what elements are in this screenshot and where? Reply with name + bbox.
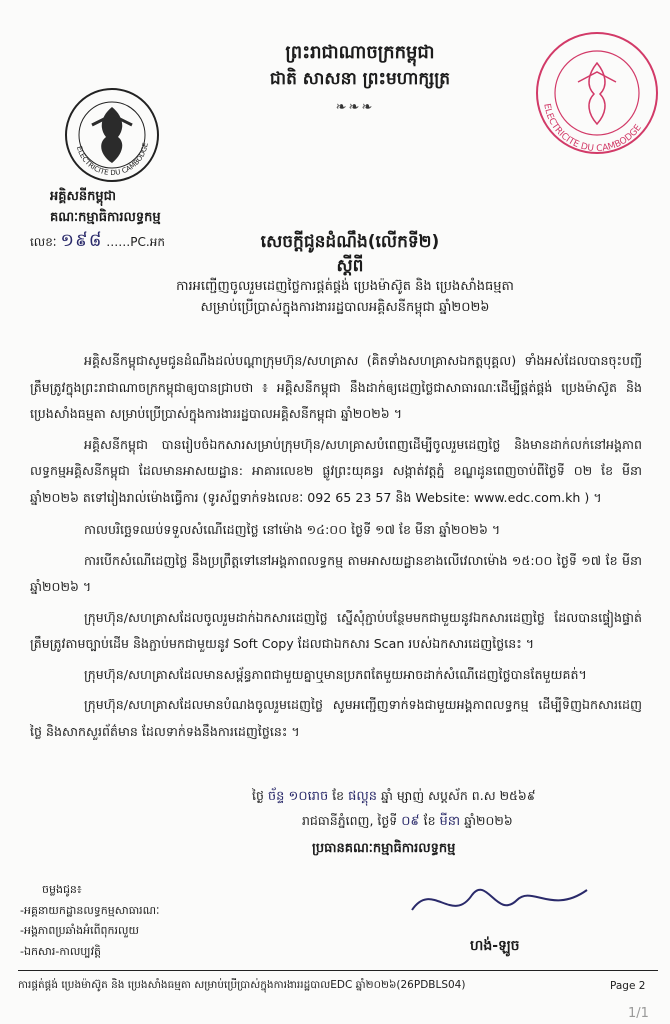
copy-to-item: -អង្គភាពប្រឆាំងអំពើពុករលួយ (20, 924, 139, 937)
lunar-prefix: ថ្ងៃ (252, 788, 264, 803)
kingdom-title: ព្រះរាជាណាចក្រកម្ពុជា (285, 42, 435, 63)
body-paragraph-4: ការបើកសំណើដេញថ្លៃ នឹងប្រព្រឹត្តទៅនៅអង្គភាពលទ្ធកម្ម តាមអាសយដ្ឋានខាងលើវេលាម៉ោង ១៥:០០ ថ្ងៃទី ១៧ ខែ មីនា ឆ្នាំ២០២៦ ។ (30, 552, 642, 594)
solar-prefix: រាជធានីភ្នំពេញ, ថ្ងៃទី (302, 813, 398, 828)
reference-handwritten-number: ១៩៨ (60, 230, 103, 251)
solar-month-label: ខែ (423, 813, 436, 828)
national-motto: ជាតិ សាសនា ព្រះមហាក្សត្រ (269, 69, 451, 89)
committee-name: គណៈកម្មាធិការលទ្ធកម្ម (50, 210, 161, 225)
solar-date (302, 813, 662, 832)
reference-suffix: ……PC.អក (106, 235, 165, 249)
footer-text: ការផ្គត់ផ្គង់ ប្រេងម៉ាស៊ូត និង ប្រេងសាំងធម្មតា សម្រាប់ប្រើប្រាស់ក្នុងការងាររដ្ឋបាលEDC ឆ្នាំ២០២៦(26PDBLS04) (18, 979, 466, 991)
lunar-suffix: ឆ្នាំ ម្សាញ់ សប្តស័ក ព.ស ២៥៦៩ (380, 788, 536, 803)
notice-title-line1: សេចក្ដីជូនដំណឹង(លើកទី២) (260, 232, 440, 252)
lunar-month-label: ខែ (332, 788, 345, 803)
copy-to-item: -ឯកសារ-កាលប្បវត្តិ (20, 944, 102, 958)
body-paragraph-7: ក្រុមហ៊ុន/សហគ្រាសដែលមានបំណងចូលរួមដេញថ្លៃ សូមអញ្ជើញទាក់ទងជាមួយអង្គភាពលទ្ធកម្ម ដើម្បីទិញឯកសារដេញថ្លៃ និងសាកសួរព័ត៌មាន ដែលទាក់ទងនឹងការដេញថ្លៃនេះ ។ (30, 697, 642, 739)
copy-to-item: -អគ្គនាយកដ្ឋានលទ្ធកម្មសាធារណៈ (20, 903, 160, 917)
footer-divider (18, 970, 658, 971)
lunar-month-handwritten: ផល្គុន (348, 789, 377, 804)
page-number: Page 2 (610, 980, 646, 992)
handwritten-signature (402, 870, 602, 930)
lunar-date (252, 788, 652, 807)
copy-to-list (20, 880, 240, 962)
subject-line2: សម្រាប់ប្រើប្រាស់ក្នុងការងាររដ្ឋបាលអគ្គិសនីកម្ពុជា ឆ្នាំ២០២៦ (200, 300, 490, 315)
logo-text: ELECTRICITE DU CAMBODGE (74, 142, 150, 178)
notice-subject (110, 276, 580, 318)
solar-day-handwritten: ០៩ (401, 814, 420, 829)
reference-prefix: លេខៈ (30, 235, 57, 249)
copy-to-heading: ចម្លងជូន៖ (42, 883, 82, 896)
edc-stamp (532, 28, 662, 158)
organization-name: អគ្គិសនីកម្ពុជា (50, 189, 117, 204)
signatory-name: ហង់-ឡូច (470, 938, 520, 954)
notice-title (140, 230, 560, 278)
body-paragraph-3: កាលបរិច្ឆេទឈប់ទទួលសំណើដេញថ្លៃ នៅម៉ោង ១៤:០០ ថ្ងៃទី ១៧ ខែ មីនា ឆ្នាំ២០២៦ ។ (84, 522, 501, 537)
kingdom-header (210, 40, 510, 92)
body-paragraph-1: អគ្គិសនីកម្ពុជាសូមជូនដំណឹងដល់បណ្ដាក្រុមហ៊ុន/សហគ្រាស (គិតទាំងសហគ្រាសឯកត្តបុគ្គល) ទាំងអស់ដែលបានចុះបញ្ជីត្រឹមត្រូវក្នុងព្រះរាជាណាចក្រកម្ពុជាឲ្យបានជ្រាបថា ៖ អគ្គិសនីកម្ពុជា នឹងដាក់ឲ្យដេញថ្លៃជាសាធារណៈដើម្បីផ្គត់ផ្គង់ ប្រេងម៉ាស៊ូត និង ប្រេងសាំងធម្មតា សម្រាប់ប្រើប្រាស់ក្នុងការងាររដ្ឋបាលអគ្គិសនីកម្ពុជា ឆ្នាំ២០២៦ ។ (30, 353, 642, 421)
signatory-role: ប្រធានគណៈកម្មាធិការលទ្ធកម្ម (312, 841, 456, 856)
svg-text:ELECTRICITE DU CAMBODGE (541, 103, 644, 154)
subject-line1: ការអញ្ជើញចូលរួមដេញថ្លៃការផ្គត់ផ្គង់ ប្រេងម៉ាស៊ូត និង ប្រេងសាំងធម្មតា (176, 279, 514, 294)
viewer-page-indicator: 1/1 (628, 1006, 649, 1021)
body-paragraph-5: ក្រុមហ៊ុន/សហគ្រាសដែលចូលរួមដាក់ឯកសារដេញថ្លៃ ស្នើសុំភ្ជាប់បន្ថែមមកជាមួយនូវឯកសារដេញថ្លៃ ដែលបានផ្ទៀងផ្ទាត់ត្រឹមត្រូវតាមច្បាប់ដើម និងភ្ជាប់មកជាមួយនូវ Soft Copy ដែលជាឯកសារ Scan របស់ឯកសារដេញថ្លៃនេះ ។ (30, 609, 642, 651)
organization-block (50, 186, 210, 228)
lunar-day-handwritten: ច័ន្ទ ១០រោច (267, 789, 329, 804)
solar-month-handwritten: មីនា (439, 814, 461, 829)
notice-title-line2: ស្ដីពី (336, 256, 364, 276)
body-paragraph-2: អគ្គិសនីកម្ពុជា បានរៀបចំឯកសារសម្រាប់ក្រុមហ៊ុន/សហគ្រាសបំពេញដើម្បីចូលរួមដេញថ្លៃ និងមានដាក់លក់នៅអង្គភាពលទ្ធកម្មអគ្គិសនីកម្ពុជា ដែលមានអាសយដ្ឋាន: អាគារលេខ២ ផ្លូវព្រះយុគន្ធរ សង្កាត់វត្តភ្នំ ខណ្ឌដូនពេញចាប់ពីថ្ងៃទី ០២ ខែ មីនា ឆ្នាំ២០២៦ តទៅរៀងរាល់ម៉ោងធ្វើការ (ទូរស័ព្ទទាក់ទងលេខៈ 092 65 23 57 និង Website: www.edc.com.kh ) ។ (30, 436, 642, 505)
solar-year: ឆ្នាំ២០២៦ (464, 813, 513, 828)
notice-body (30, 348, 642, 749)
stamp-text: ELECTRICITE DU CAMBODGE (541, 102, 644, 155)
header-ornament: ❧❧❧ (335, 100, 375, 115)
body-paragraph-6: ក្រុមហ៊ុន/សហគ្រាសដែលមានសម្ព័ន្ធភាពជាមួយគ្នាឬមានប្រភពតែមួយអាចដាក់សំណើដេញថ្លៃបានតែមួយគត់។ (84, 666, 587, 682)
edc-logo (62, 85, 162, 185)
